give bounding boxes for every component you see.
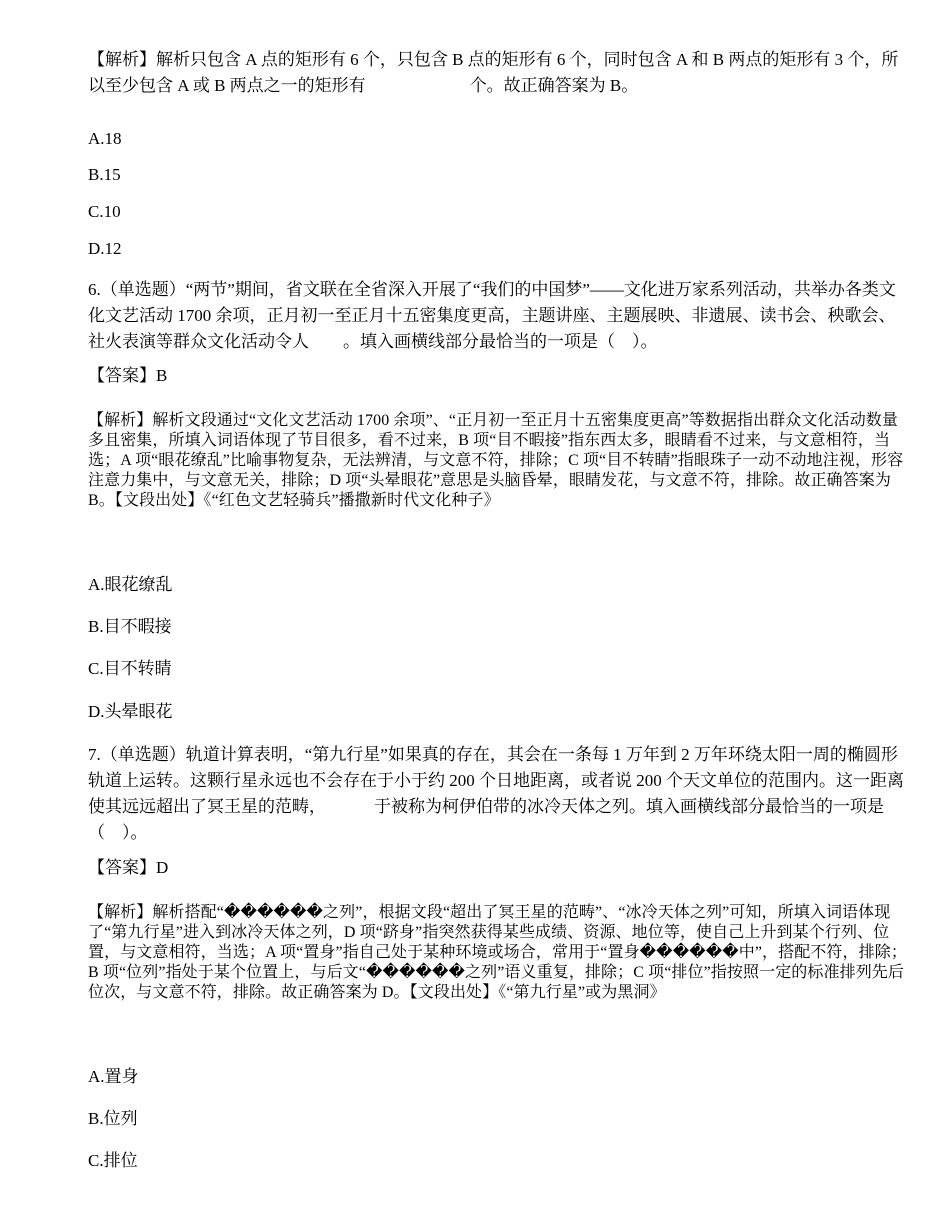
q5-explanation-pre: 【解析】解析只包含 A 点的矩形有 6 个，只包含 B 点的矩形有 6 个，同时包含 A 和 B 两点的矩形有 3 个，所以至少包含 A 或 B 两点之一的矩形有 <box>88 50 899 95</box>
q7-option-c: C.排位 <box>88 1151 138 1170</box>
q6-option-a: A.眼花缭乱 <box>88 575 173 594</box>
q6-option-d: D.头晕眼花 <box>88 702 173 721</box>
q6-stem-post: 。填入画横线部分最恰当的一项是（ ）。 <box>343 332 658 351</box>
q5-explanation-post: 个。故正确答案为 B。 <box>469 76 639 95</box>
q5-option-c: C.10 <box>88 202 121 221</box>
q6-option-b: B.目不暇接 <box>88 617 172 636</box>
q6-explanation-text: 【解析】解析文段通过“文化文艺活动 1700 余项”、“正月初一至正月十五密集度更高”等数据指出群众文化活动数量多且密集，所填入词语体现了节目很多，看不过来，B 项“目不暇接”指东西太多，眼睛看不过来，与文意相符，当选；A 项“眼花缭乱”比喻事物复杂，无法辨清，与文意不符，排除；C 项“目不转睛”指眼珠子一动不动地注视，形容注意力集中，与文意无关，排除；D 项“头晕眼花”意思是头脑昏晕，眼睛发花，与文意不符，排除。故正确答案为 B。【文段出处】《“红色文艺轻骑兵”播撒新时代文化种子》 <box>88 412 904 509</box>
q6-stem <box>88 277 908 355</box>
q7-option-b: B.位列 <box>88 1109 138 1128</box>
q5-option-a: A.18 <box>88 129 122 148</box>
q5-option-b: B.15 <box>88 165 121 184</box>
q5-explanation <box>88 47 908 99</box>
q7-option-a: A.置身 <box>88 1067 139 1086</box>
q5-option-d: D.12 <box>88 239 122 258</box>
q7-stem-pre: 7.（单选题）轨道计算表明，“第九行星”如果真的存在，其会在一条每 1 万年到 2 万年环绕太阳一周的椭圆形轨道上运转。这颗行星永远也不会存在于小于约 200 个日地距离，或者说 200 个天文单位的范围内。这一距离使其远远超出了冥王星的范畴， <box>88 745 904 816</box>
q6-stem-pre: 6.（单选题）“两节”期间，省文联在全省深入开展了“我们的中国梦”——文化进万家系列活动，共举办各类文化文艺活动 1700 余项，正月初一至正月十五密集度更高，主题讲座、主题展映、非遗展、读书会、秧歌会、社火表演等群众文化活动令人 <box>88 280 896 351</box>
q7-stem-post: 于被称为柯伊伯带的冰冷天体之列。填入画横线部分最恰当的一项是（ ）。 <box>88 797 884 842</box>
q7-explanation <box>88 903 908 1003</box>
q7-explanation-text: 【解析】解析搭配“������之列”，根据文段“超出了冥王星的范畴”、“冰冷天体之列”可知，所填入词语体现了“第九行星”进入到冰冷天体之列，D 项“跻身”指突然获得某些成绩、资源、地位等，使自己上升到某个行列、位置，与文意相符，当选；A 项“置身”指自己处于某种环境或场合，常用于“置身������中”，搭配不符，排除；B 项“位列”指处于某个位置上，与后文“������之列”语义重复，排除；C 项“排位”指按照一定的标准排列先后位次，与文意不符，排除。故正确答案为 D。【文段出处】《“第九行星”或为黑洞》 <box>88 904 907 1001</box>
q6-explanation <box>88 411 908 511</box>
q6-answer: 【答案】B <box>88 366 168 385</box>
q7-stem <box>88 742 908 846</box>
q6-option-c: C.目不转睛 <box>88 659 172 678</box>
q7-answer: 【答案】D <box>88 858 169 877</box>
